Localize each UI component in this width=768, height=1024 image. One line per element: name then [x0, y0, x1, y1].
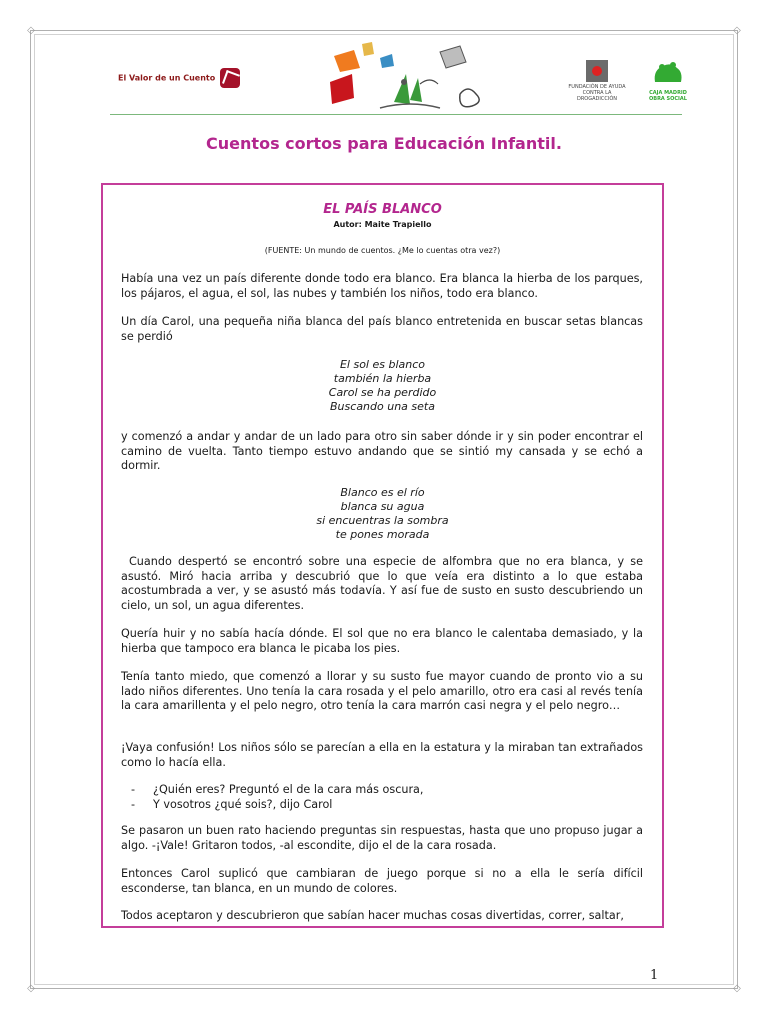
story-paragraph: Un día Carol, una pequeña niña blanca del país blanco entretenida en buscar setas blancas se perdió	[121, 315, 643, 343]
verse-line: blanca su agua	[340, 500, 425, 513]
brand-logo	[118, 68, 242, 88]
brand-logo-text: El Valor de un Cuento	[118, 73, 216, 83]
story-author: Autor: Maite Trapiello	[333, 220, 432, 229]
dialog-list	[131, 783, 631, 812]
list-item	[131, 783, 631, 798]
foundation-logo	[562, 60, 632, 102]
page-header	[100, 40, 687, 120]
verse-line: Buscando una seta	[330, 400, 435, 413]
frame-corner-icon: ◇	[733, 25, 741, 36]
page-number: 1	[650, 968, 659, 983]
books-illustration-icon	[310, 42, 490, 120]
story-paragraph: y comenzó a andar y andar de un lado para otro sin saber dónde ir y sin poder encontrar el camino de vuelta. Tanto tiempo estuvo andando que se sintió my cansada y se echó a dormir.	[121, 430, 643, 472]
caja-madrid-logo	[642, 60, 694, 102]
verse-line: Blanco es el río	[340, 486, 425, 499]
verse-line: si encuentras la sombra	[316, 514, 449, 527]
list-item-text: Y vosotros ¿qué sois?, dijo Carol	[153, 797, 333, 811]
story-paragraph: Cuando despertó se encontró sobre una especie de alfombra que no era blanca, y se asustó. Miró hacia arriba y descubrió que lo que veía era distinto a lo que estaba acostumbrada a ver, y se asustó más todavía. Y así fue de susto en susto descubriendo un cielo, un sol, un agua diferentes.	[121, 555, 643, 612]
verse-line: también la hierba	[333, 372, 432, 385]
story-paragraph: Quería huir y no sabía hacía dónde. El sol que no era blanco le calentaba demasiado, y la hierba que tampoco era blanca le picaba los pies.	[121, 627, 643, 655]
caja-madrid-logo-text: CAJA MADRID OBRA SOCIAL	[649, 90, 687, 102]
verse-line: Carol se ha perdido	[328, 386, 437, 399]
story-paragraph: Entonces Carol suplicó que cambiaran de juego porque si no a ella le sería difícil esconderse, tan blanca, en un mundo de colores.	[121, 867, 643, 895]
page-title: Cuentos cortos para Educación Infantil.	[206, 134, 562, 153]
story-source: (FUENTE: Un mundo de cuentos. ¿Me lo cuentas otra vez?)	[264, 246, 501, 255]
verse-stanza	[103, 358, 662, 414]
story-paragraph: Todos aceptaron y descubrieron que sabían hacer muchas cosas divertidas, correr, saltar,	[121, 909, 624, 922]
story-title: EL PAÍS BLANCO	[323, 202, 442, 217]
verse-line: El sol es blanco	[339, 358, 426, 371]
frame-corner-icon: ◇	[27, 25, 35, 36]
hand-logo-icon	[220, 68, 240, 88]
verse-line: te pones morada	[335, 528, 430, 541]
list-item-text: ¿Quién eres? Preguntó el de la cara más oscura,	[153, 783, 424, 796]
story-paragraph: Tenía tanto miedo, que comenzó a llorar y su susto fue mayor cuando de pronto vio a su lado niños diferentes. Uno tenía la cara rosada y el pelo amarillo, otro era casi al revés tenía la cara amarillenta y el pelo negro, otro tenía la cara marrón casi negra y el pelo negro…	[121, 670, 643, 712]
story-paragraph: Había una vez un país diferente donde todo era blanco. Era blanca la hierba de los parques, los pájaros, el agua, el sol, las nubes y también los niños, todo era blanco.	[121, 272, 643, 300]
list-item	[131, 798, 631, 813]
verse-stanza	[103, 486, 662, 542]
list-dash: -	[131, 797, 136, 811]
foundation-logo-icon	[586, 60, 608, 82]
story-paragraph: Se pasaron un buen rato haciendo preguntas sin respuestas, hasta que uno propuso jugar a algo. -¡Vale! Gritaron todos, -al escondite, dijo el de la cara rosada.	[121, 824, 643, 852]
story-paragraph: ¡Vaya confusión! Los niños sólo se parecían a ella en la estatura y la miraban tan extrañados como lo hacía ella.	[121, 741, 643, 769]
frog-logo-icon	[651, 60, 685, 86]
foundation-logo-text: FUNDACIÓN DE AYUDA CONTRA LA DROGADICCIÓN	[568, 84, 626, 102]
frame-corner-icon: ◇	[733, 983, 741, 994]
story-box	[101, 183, 664, 928]
header-divider	[110, 114, 682, 115]
frame-corner-icon: ◇	[27, 983, 35, 994]
list-dash: -	[131, 783, 136, 796]
